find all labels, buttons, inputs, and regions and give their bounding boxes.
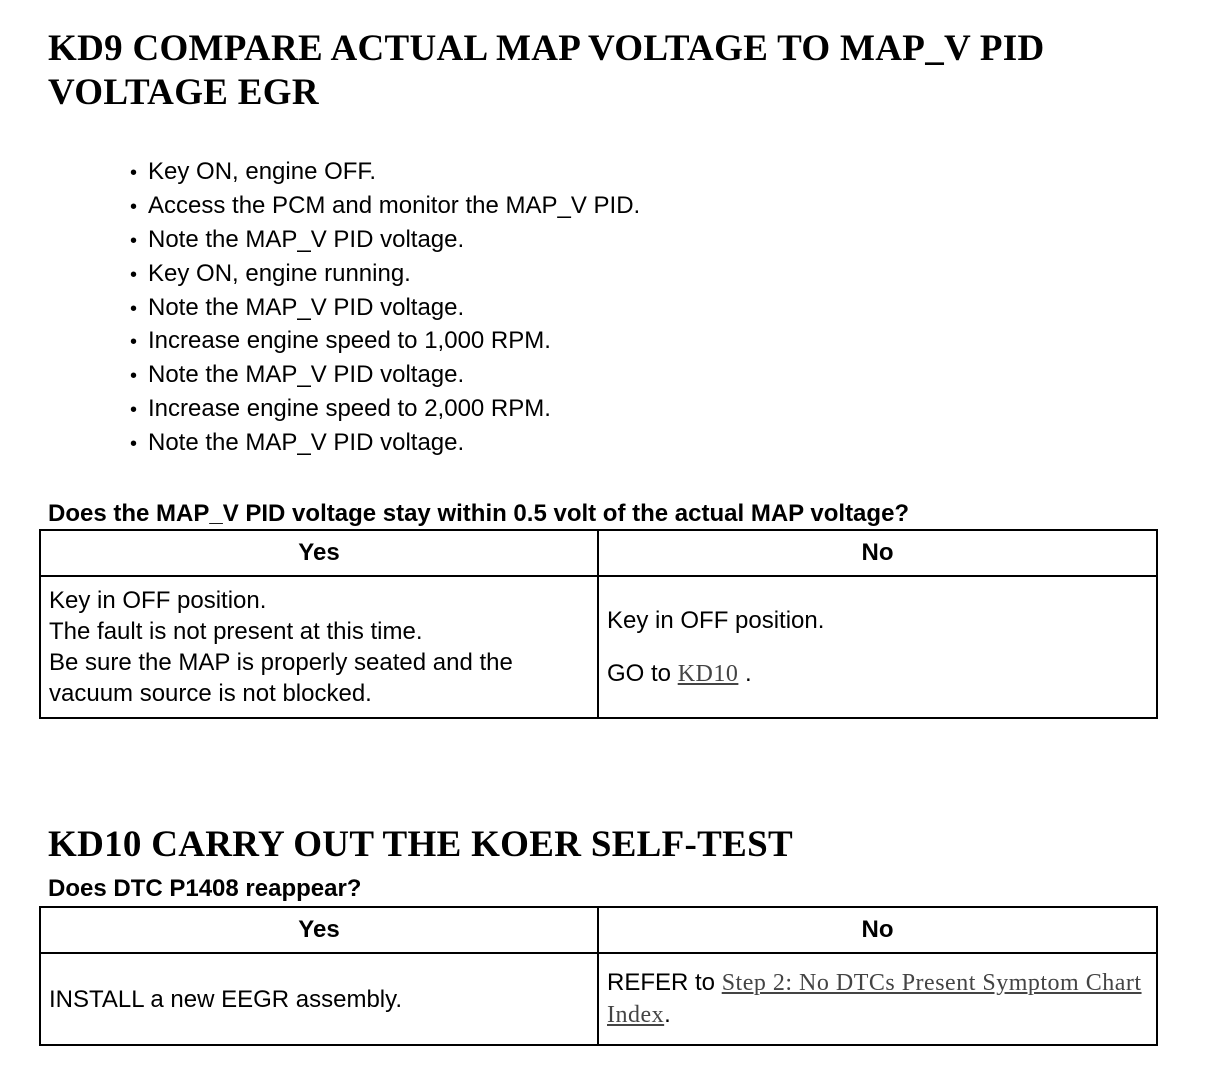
list-item: • Access the PCM and monitor the MAP_V PID.: [130, 189, 640, 223]
yes-header: Yes: [40, 530, 598, 576]
list-item: • Key ON, engine OFF.: [130, 155, 640, 189]
no-line: Key in OFF position.: [607, 606, 825, 634]
bullet-icon: •: [130, 195, 138, 218]
list-item: • Note the MAP_V PID voltage.: [130, 223, 640, 257]
kd10-question: Does DTC P1408 reappear?: [48, 875, 362, 902]
kd9-question: Does the MAP_V PID voltage stay within 0.5 volt of the actual MAP voltage?: [48, 500, 910, 527]
yes-cell: [40, 576, 598, 718]
bullet-icon: •: [130, 162, 138, 184]
no-header: No: [598, 907, 1157, 953]
bullet-icon: •: [130, 229, 138, 252]
bullet-icon: •: [130, 433, 138, 456]
table-row: [40, 953, 1157, 1045]
kd10-link[interactable]: KD10: [677, 660, 739, 687]
kd10-result-table: [39, 906, 1158, 1046]
list-item: • Note the MAP_V PID voltage.: [130, 291, 640, 325]
yes-line: Key in OFF position.: [49, 587, 267, 614]
goto-line: GO to KD10 .: [607, 659, 752, 687]
symptom-chart-index-link[interactable]: Step 2: No DTCs Present Symptom Chart Index: [607, 970, 1142, 1028]
yes-line: The fault is not present at this time.: [49, 618, 423, 645]
yes-cell: INSTALL a new EEGR assembly.: [40, 953, 598, 1045]
bullet-icon: •: [130, 331, 138, 354]
no-cell: [598, 576, 1157, 718]
kd9-title: KD9 COMPARE ACTUAL MAP VOLTAGE TO MAP_V PID VOLTAGE EGR: [48, 28, 1045, 113]
no-header: No: [598, 530, 1157, 576]
kd10-title: KD10 CARRY OUT THE KOER SELF-TEST: [48, 824, 793, 865]
yes-header: Yes: [40, 907, 598, 953]
bullet-icon: •: [130, 297, 138, 320]
list-item: • Increase engine speed to 2,000 RPM.: [130, 392, 640, 426]
bullet-icon: •: [130, 365, 138, 388]
yes-line: Be sure the MAP is properly seated and the vacuum source is not blocked.: [49, 649, 513, 707]
list-item: • Increase engine speed to 1,000 RPM.: [130, 324, 640, 358]
list-item: • Note the MAP_V PID voltage.: [130, 426, 640, 460]
bullet-icon: •: [130, 263, 138, 286]
table-header-row: [40, 530, 1157, 576]
no-cell: REFER to Step 2: No DTCs Present Symptom Chart Index.: [598, 953, 1157, 1045]
bullet-icon: •: [130, 399, 138, 422]
kd9-steps-list: [130, 155, 640, 460]
list-item: • Key ON, engine running.: [130, 257, 640, 291]
kd9-result-table: [39, 529, 1158, 719]
table-header-row: [40, 907, 1157, 953]
list-item: • Note the MAP_V PID voltage.: [130, 358, 640, 392]
table-row: [40, 576, 1157, 718]
